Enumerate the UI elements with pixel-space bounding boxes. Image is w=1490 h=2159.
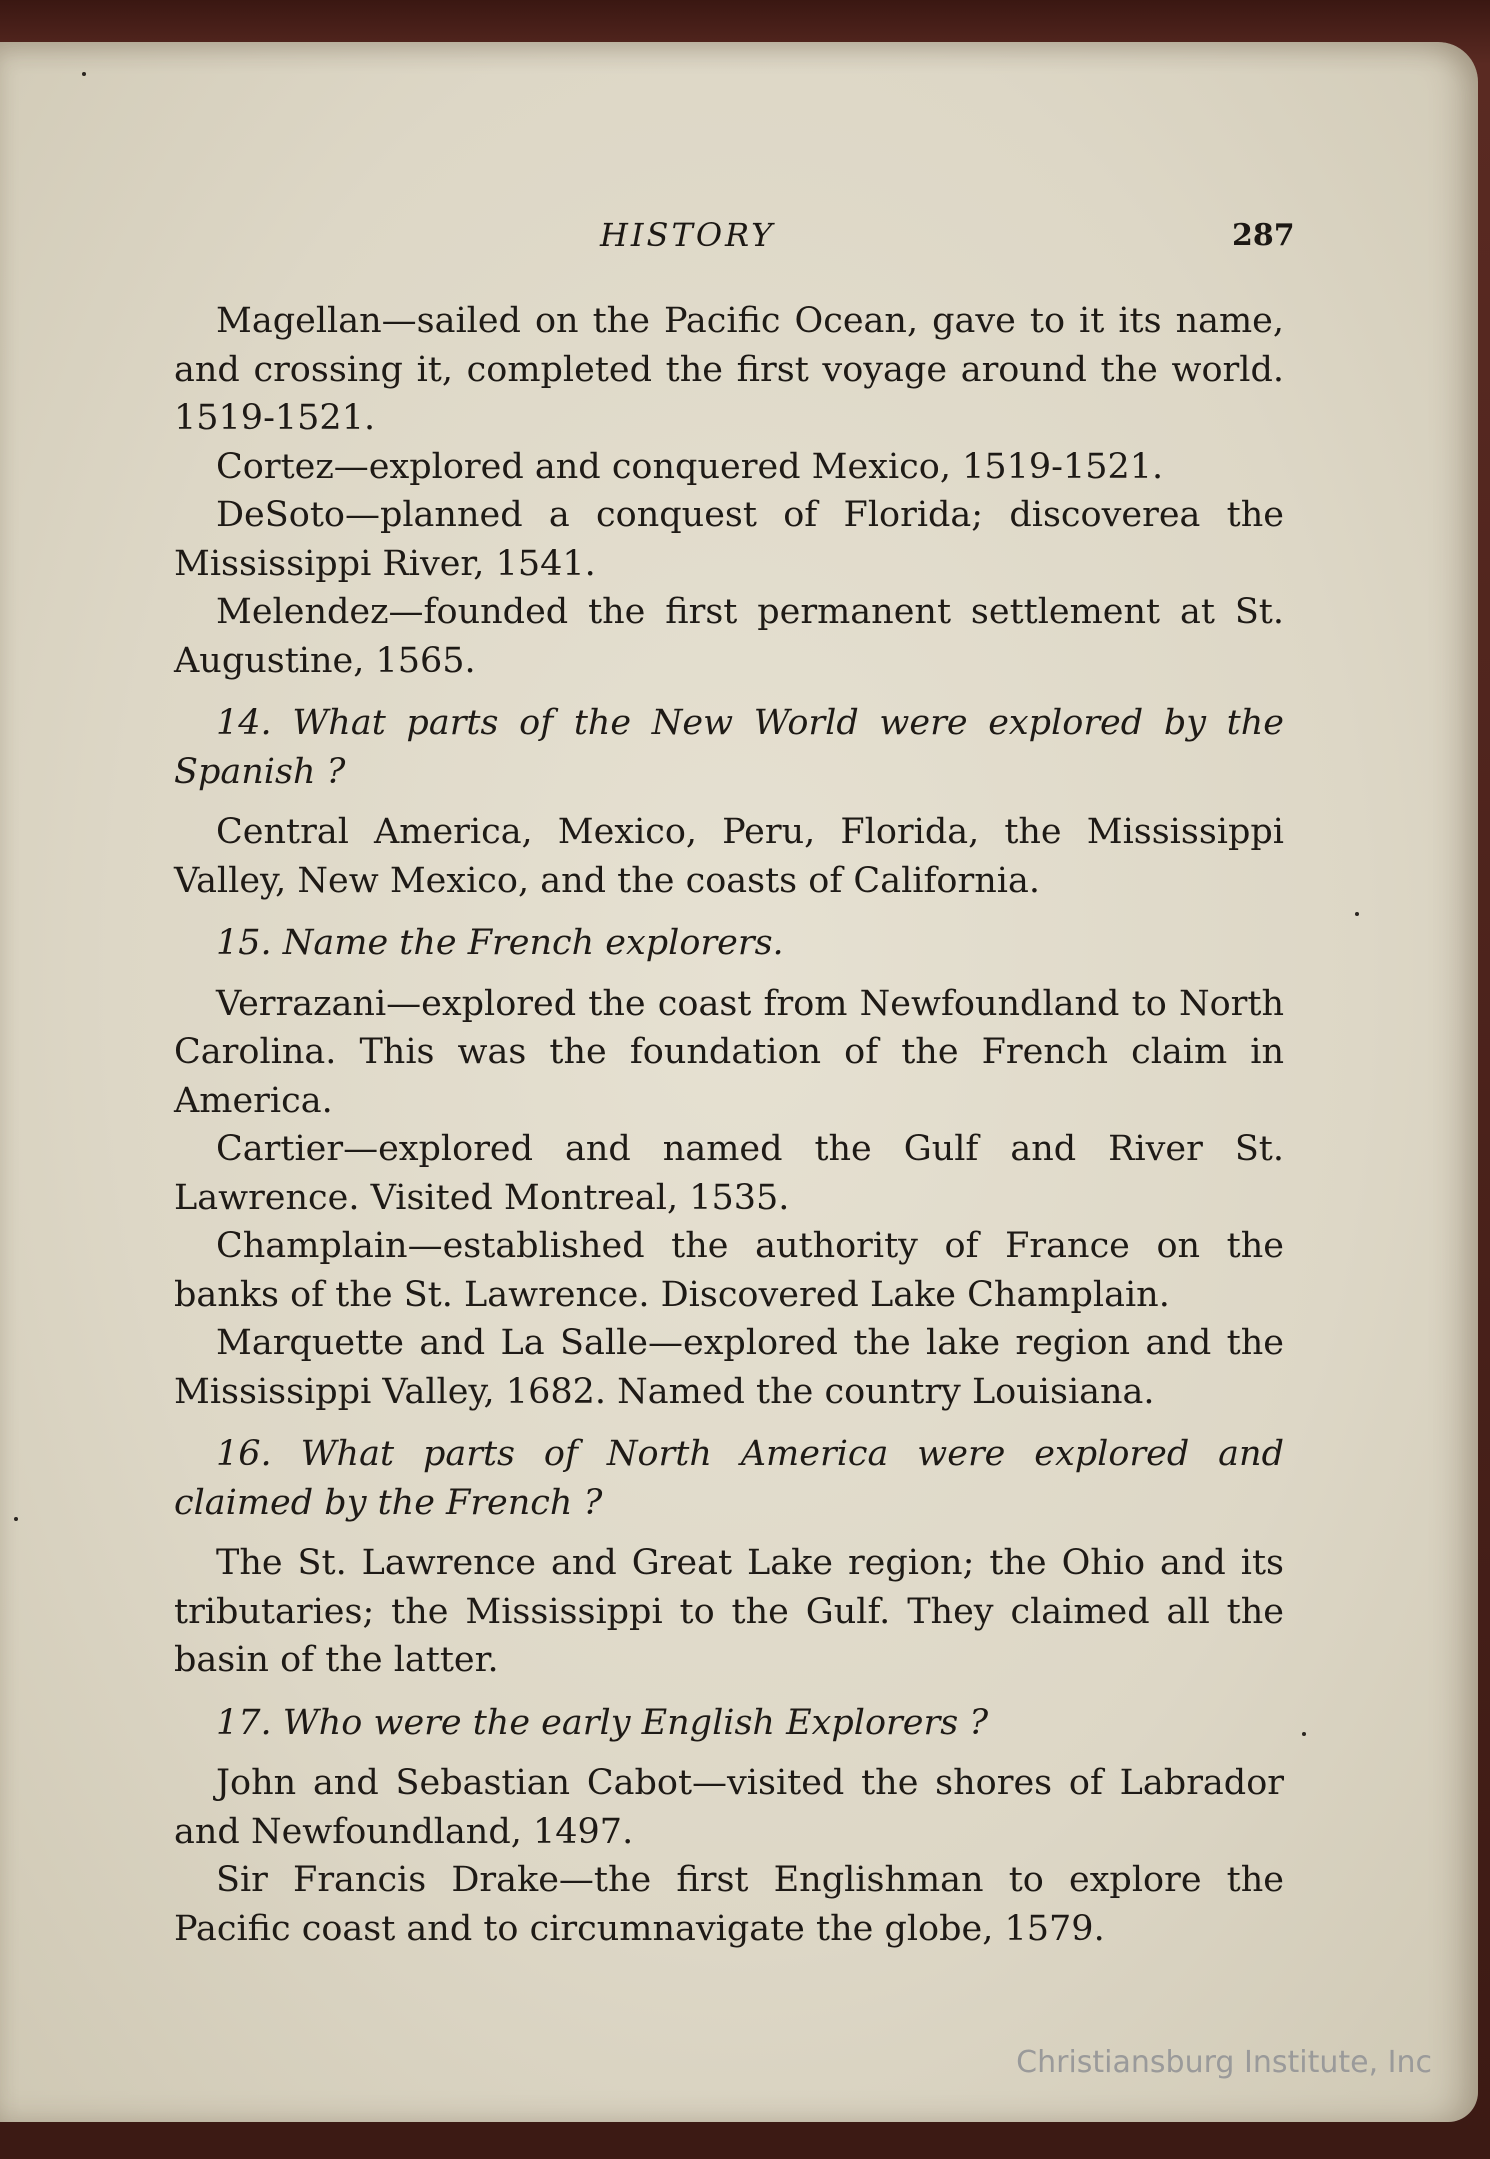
page-number: 287 xyxy=(1232,218,1295,253)
paragraph-cortez: Cortez—explored and conquered Mexico, 1519-1521. xyxy=(216,446,1164,487)
question-17: 17. Who were the early English Explorers ? xyxy=(216,1702,989,1743)
question-16: 16. What parts of North America were explored and claimed by the French ? xyxy=(174,1434,1284,1523)
paragraph-marquette: Marquette and La Salle—explored the lake region and the Mississippi Valley, 1682. Named the country Louisiana. xyxy=(174,1323,1284,1412)
paper-speck xyxy=(82,72,86,76)
paragraph-champlain: Champlain—established the authority of France on the banks of the St. Lawrence. Discovered Lake Champlain. xyxy=(174,1226,1284,1315)
paragraph-desoto: DeSoto—planned a conquest of Florida; discoverea the Mississippi River, 1541. xyxy=(174,495,1284,584)
paragraph-cartier: Cartier—explored and named the Gulf and River St. Lawrence. Visited Montreal, 1535. xyxy=(174,1129,1284,1218)
watermark: Christiansburg Institute, Inc xyxy=(1016,2045,1432,2080)
running-head: HISTORY xyxy=(600,216,776,254)
book-page xyxy=(0,42,1478,2122)
paragraph-cabot: John and Sebastian Cabot—visited the shores of Labrador and Newfoundland, 1497. xyxy=(174,1763,1284,1852)
paragraph-melendez: Melendez—founded the first permanent settlement at St. Augustine, 1565. xyxy=(174,592,1284,681)
paper-speck xyxy=(14,1517,18,1521)
question-15: 15. Name the French explorers. xyxy=(216,923,784,963)
page-body xyxy=(174,297,1284,1953)
paper-speck xyxy=(1302,1732,1306,1736)
answer-16: The St. Lawrence and Great Lake region; the Ohio and its tributaries; the Mississippi to the Gulf. They claimed all the basin of the latter. xyxy=(174,1543,1284,1680)
page-header xyxy=(0,192,1478,252)
question-14: 14. What parts of the New World were explored by the Spanish ? xyxy=(174,703,1284,792)
paper-speck xyxy=(1355,912,1359,916)
paragraph-magellan: Magellan—sailed on the Pacific Ocean, gave to it its name, and crossing it, completed the first voyage around the world. 1519-1521. xyxy=(174,301,1284,438)
paragraph-drake: Sir Francis Drake—the first Englishman to explore the Pacific coast and to circumnavigate the globe, 1579. xyxy=(174,1860,1284,1949)
answer-14: Central America, Mexico, Peru, Florida, the Mississippi Valley, New Mexico, and the coasts of California. xyxy=(174,812,1284,901)
paragraph-verrazani: Verrazani—explored the coast from Newfoundland to North Carolina. This was the foundation of the French claim in America. xyxy=(174,983,1284,1121)
